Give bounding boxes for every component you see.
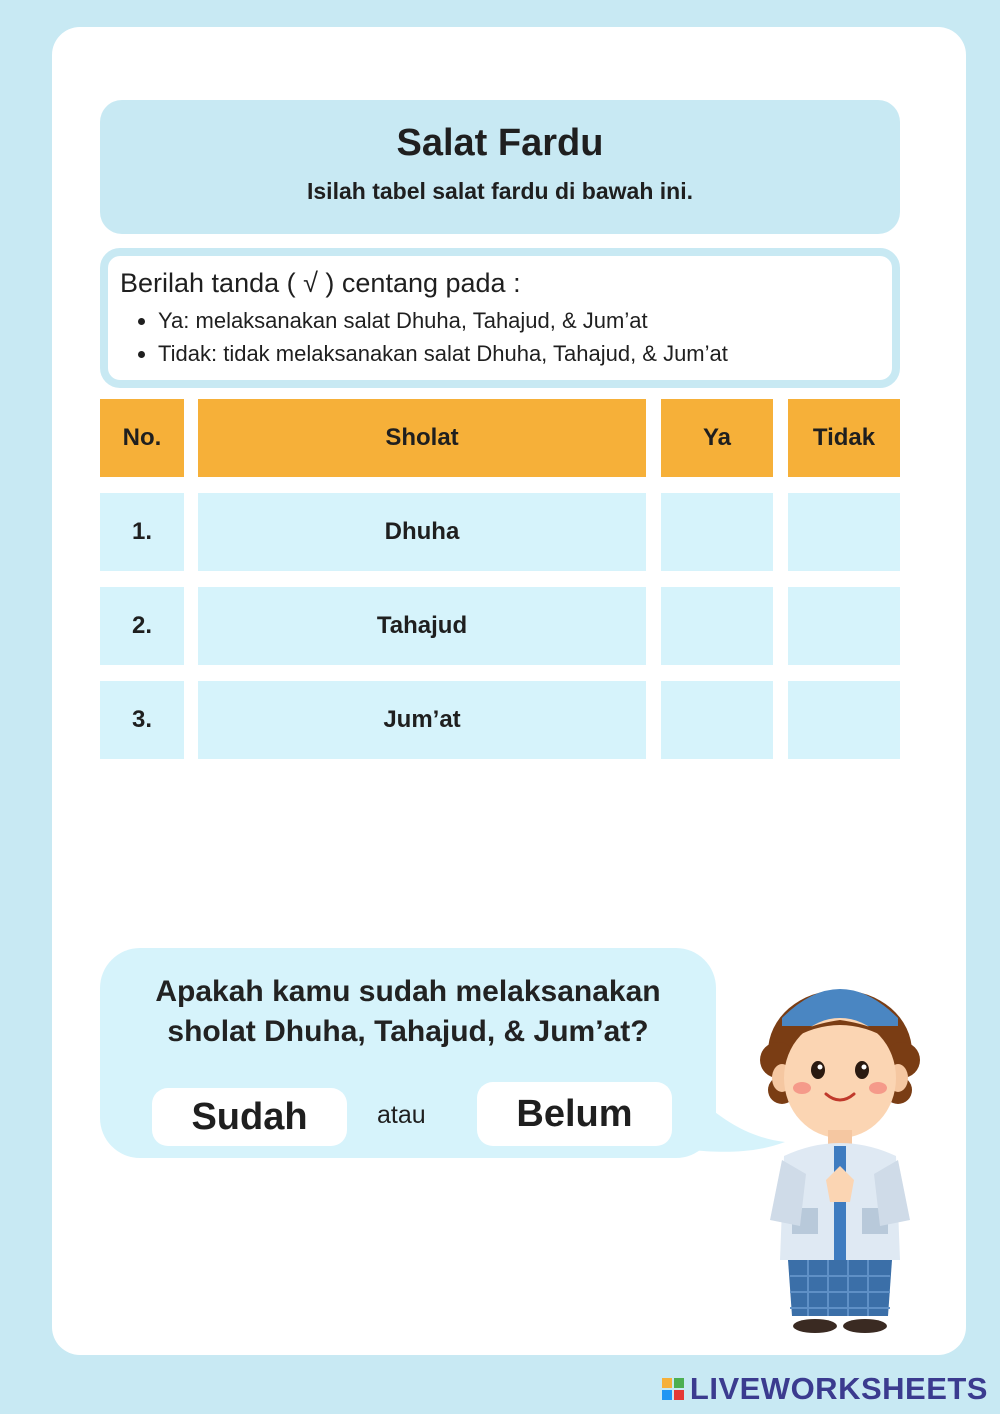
checkbox-ya-dhuha[interactable] xyxy=(661,493,773,571)
brand-text: LIVEWORKSHEETS xyxy=(689,1371,988,1406)
checkbox-tidak-tahajud[interactable] xyxy=(788,587,900,665)
instruction-item-tidak: • Tidak: tidak melaksanakan salat Dhuha, Tahajud, & Jum’at xyxy=(158,337,728,370)
row-sholat-name: Jum’at xyxy=(198,681,646,759)
liveworksheets-icon xyxy=(662,1378,684,1400)
header-panel xyxy=(100,100,900,234)
row-number: 2. xyxy=(100,587,184,665)
question-bubble xyxy=(100,948,716,1158)
or-label: atau xyxy=(377,1101,426,1129)
instruction-item-ya: • Ya: melaksanakan salat Dhuha, Tahajud, & Jum’at xyxy=(158,304,728,337)
liveworksheets-logo xyxy=(662,1371,988,1407)
checkbox-tidak-jumat[interactable] xyxy=(788,681,900,759)
checkbox-ya-tahajud[interactable] xyxy=(661,587,773,665)
row-sholat-name: Tahajud xyxy=(198,587,646,665)
question-line-1: Apakah kamu sudah melaksanakan xyxy=(155,975,661,1008)
row-number: 3. xyxy=(100,681,184,759)
checkbox-ya-jumat[interactable] xyxy=(661,681,773,759)
page-subtitle: Isilah tabel salat fardu di bawah ini. xyxy=(307,178,693,204)
question-line-2: sholat Dhuha, Tahajud, & Jum’at? xyxy=(167,1015,649,1048)
checkbox-tidak-dhuha[interactable] xyxy=(788,493,900,571)
row-sholat-name: Dhuha xyxy=(198,493,646,571)
instruction-list xyxy=(120,304,728,370)
boy-illustration xyxy=(760,970,920,1336)
answer-belum-button[interactable]: Belum xyxy=(477,1082,672,1146)
row-number: 1. xyxy=(100,493,184,571)
header-no: No. xyxy=(100,399,184,477)
header-ya: Ya xyxy=(661,399,773,477)
header-tidak: Tidak xyxy=(788,399,900,477)
instruction-box xyxy=(100,248,900,388)
header-sholat: Sholat xyxy=(198,399,646,477)
answer-sudah-button[interactable]: Sudah xyxy=(152,1088,347,1146)
page-title: Salat Fardu xyxy=(396,122,604,164)
instruction-lead: Berilah tanda ( √ ) centang pada : xyxy=(120,268,521,298)
question-text xyxy=(100,972,716,1052)
